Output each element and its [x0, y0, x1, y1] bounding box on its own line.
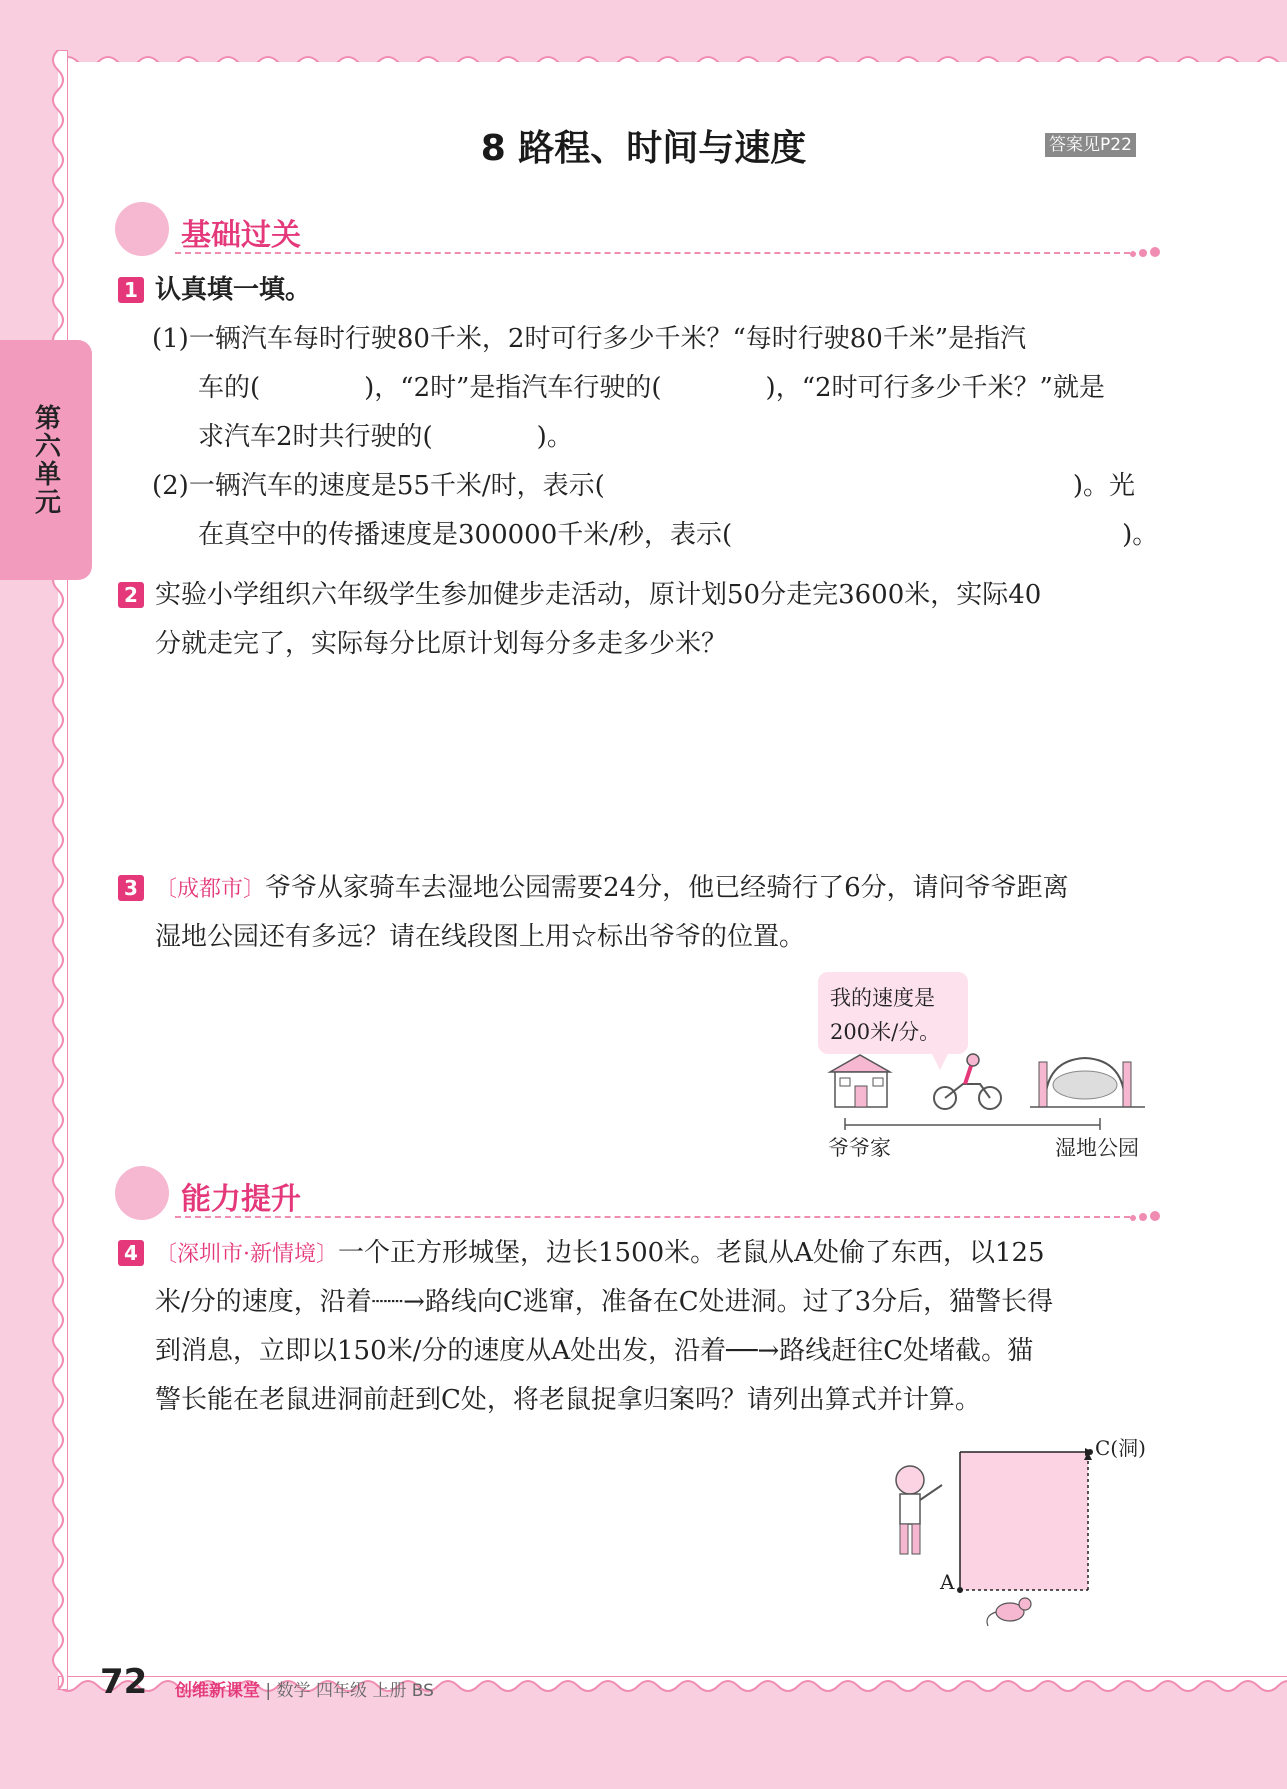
cat-officer-icon: [896, 1466, 942, 1554]
question-number-4: 4: [118, 1240, 144, 1266]
q1-line-2: 车的( )，“2时”是指汽车行驶的( )，“2时可行多少千米？”就是: [198, 373, 1105, 403]
page-title: 8 路程、时间与速度: [480, 128, 807, 169]
question-number-3: 3: [118, 875, 144, 901]
section-divider: [175, 252, 1130, 254]
cartoon-boy-icon: [115, 1166, 169, 1220]
footer-separator: |: [265, 1681, 272, 1701]
section-label-basic: 基础过关: [181, 218, 301, 253]
q4-line-3: 到消息，立即以150米/分的速度从A处出发，沿着──→路线赶往C处堵截。猫: [155, 1336, 1034, 1366]
label-wetland-park: 湿地公园: [1055, 1136, 1139, 1160]
q3-scene-illustration: [825, 1050, 1175, 1130]
q4-line-4: 警长能在老鼠进洞前赶到C处，将老鼠捉拿归案吗？请列出算式并计算。: [155, 1385, 981, 1415]
q1-heading: 认真填一填。: [155, 275, 312, 305]
footer-brand: 创维新课堂: [175, 1681, 260, 1701]
point-a: [957, 1587, 963, 1593]
q3-source-tag: 〔成都市〕: [155, 877, 266, 902]
section-header-basic: [115, 202, 1160, 262]
unit-side-tab-label: 第六单元: [30, 404, 61, 516]
house-icon: [830, 1055, 890, 1107]
point-c: [1087, 1449, 1093, 1455]
q1-line-4: (2)一辆汽车的速度是55千米/时，表示( )。光: [152, 471, 1135, 501]
q1-line-3: 求汽车2时共行驶的( )。: [198, 422, 573, 452]
section-divider: [175, 1216, 1130, 1218]
q4-source-tag: 〔深圳市·新情境〕: [155, 1242, 338, 1267]
q4-castle-diagram: [880, 1440, 1120, 1630]
speech-bubble: [818, 972, 968, 1054]
section-label-advanced: 能力提升: [181, 1182, 301, 1217]
q4-line-1: [155, 1229, 1045, 1279]
cyclist-icon: [934, 1054, 1001, 1109]
label-point-c-hole: C(洞): [1095, 1436, 1146, 1460]
mouse-icon: [987, 1598, 1031, 1626]
footer-book-info: 数学 四年级 上册 BS: [276, 1681, 434, 1701]
question-number-2: 2: [118, 582, 144, 608]
q3-line-2: 湿地公园还有多远？请在线段图上用☆标出爷爷的位置。: [155, 922, 806, 952]
answer-reference-badge: 答案见P22: [1045, 133, 1136, 157]
q1-line-5: 在真空中的传播速度是300000千米/秒，表示( )。: [198, 520, 1159, 550]
q3-line-1-text: 爷爷从家骑车去湿地公园需要24分，他已经骑行了6分，请问爷爷距离: [265, 873, 1069, 903]
section-header-advanced: [115, 1166, 1160, 1226]
label-point-a: A: [940, 1570, 955, 1594]
park-gate-icon: [1030, 1058, 1145, 1107]
castle-square: [960, 1452, 1088, 1590]
speech-bubble-line-1: 我的速度是: [830, 986, 935, 1010]
decorative-dots-icon: [1127, 1206, 1160, 1225]
left-wavy-border: [40, 50, 68, 1690]
speech-bubble-line-2: 200米/分。: [830, 1020, 941, 1044]
q1-line-1: (1)一辆汽车每时行驶80千米，2时可行多少千米？“每时行驶80千米”是指汽: [152, 324, 1027, 354]
label-grandpa-home: 爷爷家: [828, 1136, 891, 1160]
page-number: 72: [100, 1662, 148, 1702]
decorative-dots-icon: [1127, 242, 1160, 261]
question-number-1: 1: [118, 277, 144, 303]
q4-line-1-text: 一个正方形城堡，边长1500米。老鼠从A处偷了东西，以125: [338, 1238, 1045, 1268]
unit-side-tab: [0, 340, 92, 580]
q4-line-2: 米/分的速度，沿着┈┈→路线向C逃窜，准备在C处进洞。过了3分后，猫警长得: [155, 1287, 1054, 1317]
cartoon-girl-icon: [115, 202, 169, 256]
q2-line-1: 实验小学组织六年级学生参加健步走活动，原计划50分走完3600米，实际40: [155, 580, 1042, 610]
q3-line-1: [155, 864, 1069, 914]
q2-line-2: 分就走完了，实际每分比原计划每分多走多少米？: [155, 629, 728, 659]
footer-info: [175, 1676, 434, 1701]
